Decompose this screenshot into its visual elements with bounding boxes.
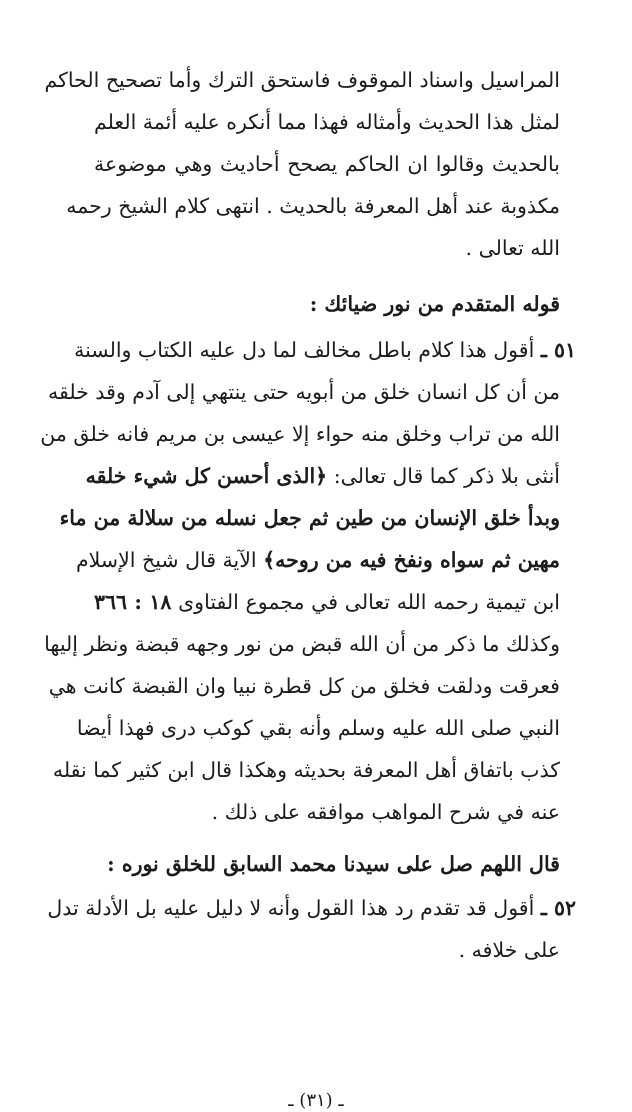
quran-quote: مهين ثم سواه ونفخ فيه من روحه﴾ <box>263 548 560 572</box>
text-run: أقول قد تقدم رد هذا القول وأنه لا دليل عليه بل الأدلة تدل <box>47 896 535 920</box>
text-line <box>85 458 560 494</box>
section-heading: قال اللهم صل على سيدنا محمد السابق للخلق نوره : <box>107 852 560 876</box>
text-line: الله تعالى . <box>465 236 560 260</box>
section-heading: قوله المتقدم من نور ضيائك : <box>309 292 560 316</box>
reference-number: ١٨ : ٣٦٦ <box>94 590 172 614</box>
text-line <box>94 584 560 620</box>
text-line: من أن كل انسان خلق من أبويه حتى ينتهي إلى آدم وقد خلقه <box>47 380 560 404</box>
text-line: الله من تراب وخلق منه حواء إلا عيسى بن مريم فانه خلق من <box>40 422 560 446</box>
text-line: بالحديث وقالوا ان الحاكم يصحح أحاديث وهي موضوعة <box>94 152 560 176</box>
quran-quote-line: وبدأ خلق الإنسان من طين ثم جعل نسله من سلالة من ماء <box>59 506 560 530</box>
text-run: الآية قال شيخ الإسلام <box>75 548 257 572</box>
text-run: أنثى بلا ذكر كما قال تعالى: <box>333 464 560 488</box>
text-line: المراسيل واسناد الموقوف فاستحق الترك وأما تصحيح الحاكم <box>44 68 560 92</box>
text-line: كذب باتفاق أهل المعرفة بحديثه وهكذا قال ابن كثير كما نقله <box>52 758 560 782</box>
text-line: مكذوبة عند أهل المعرفة بالحديث . انتهى كلام الشيخ رحمه <box>66 194 560 218</box>
text-line: لمثل هذا الحديث وأمثاله فهذا مما أنكره عليه أئمة العلم <box>94 110 560 134</box>
paragraph-number: ٥١ ـ <box>540 338 576 362</box>
text-run: ابن تيمية رحمه الله تعالى في مجموع الفتاوى <box>178 590 561 614</box>
quran-quote: ﴿الذى أحسن كل شيء خلقه <box>85 464 328 488</box>
text-line: النبي صلى الله عليه وسلم وأنه بقي كوكب درى فهذا أيضا <box>76 716 560 740</box>
text-line <box>75 542 560 578</box>
page-number: ـ (٣١) ـ <box>288 1090 344 1111</box>
text-line: على خلافه . <box>458 938 560 962</box>
text-run: أقول هذا كلام باطل مخالف لما دل عليه الكتاب والسنة <box>74 338 535 362</box>
paragraph-first-line <box>47 890 576 926</box>
text-line: وكذلك ما ذكر من أن الله قبض من نور وجهه قبضة ونظر إليها <box>44 632 560 656</box>
text-line: فعرقت ودلقت فخلق من كل قطرة نبيا وان القبضة كانت هي <box>48 674 560 698</box>
paragraph-first-line <box>74 332 576 368</box>
text-line: عنه في شرح المواهب موافقه على ذلك . <box>211 800 560 824</box>
paragraph-number: ٥٢ ـ <box>540 896 576 920</box>
